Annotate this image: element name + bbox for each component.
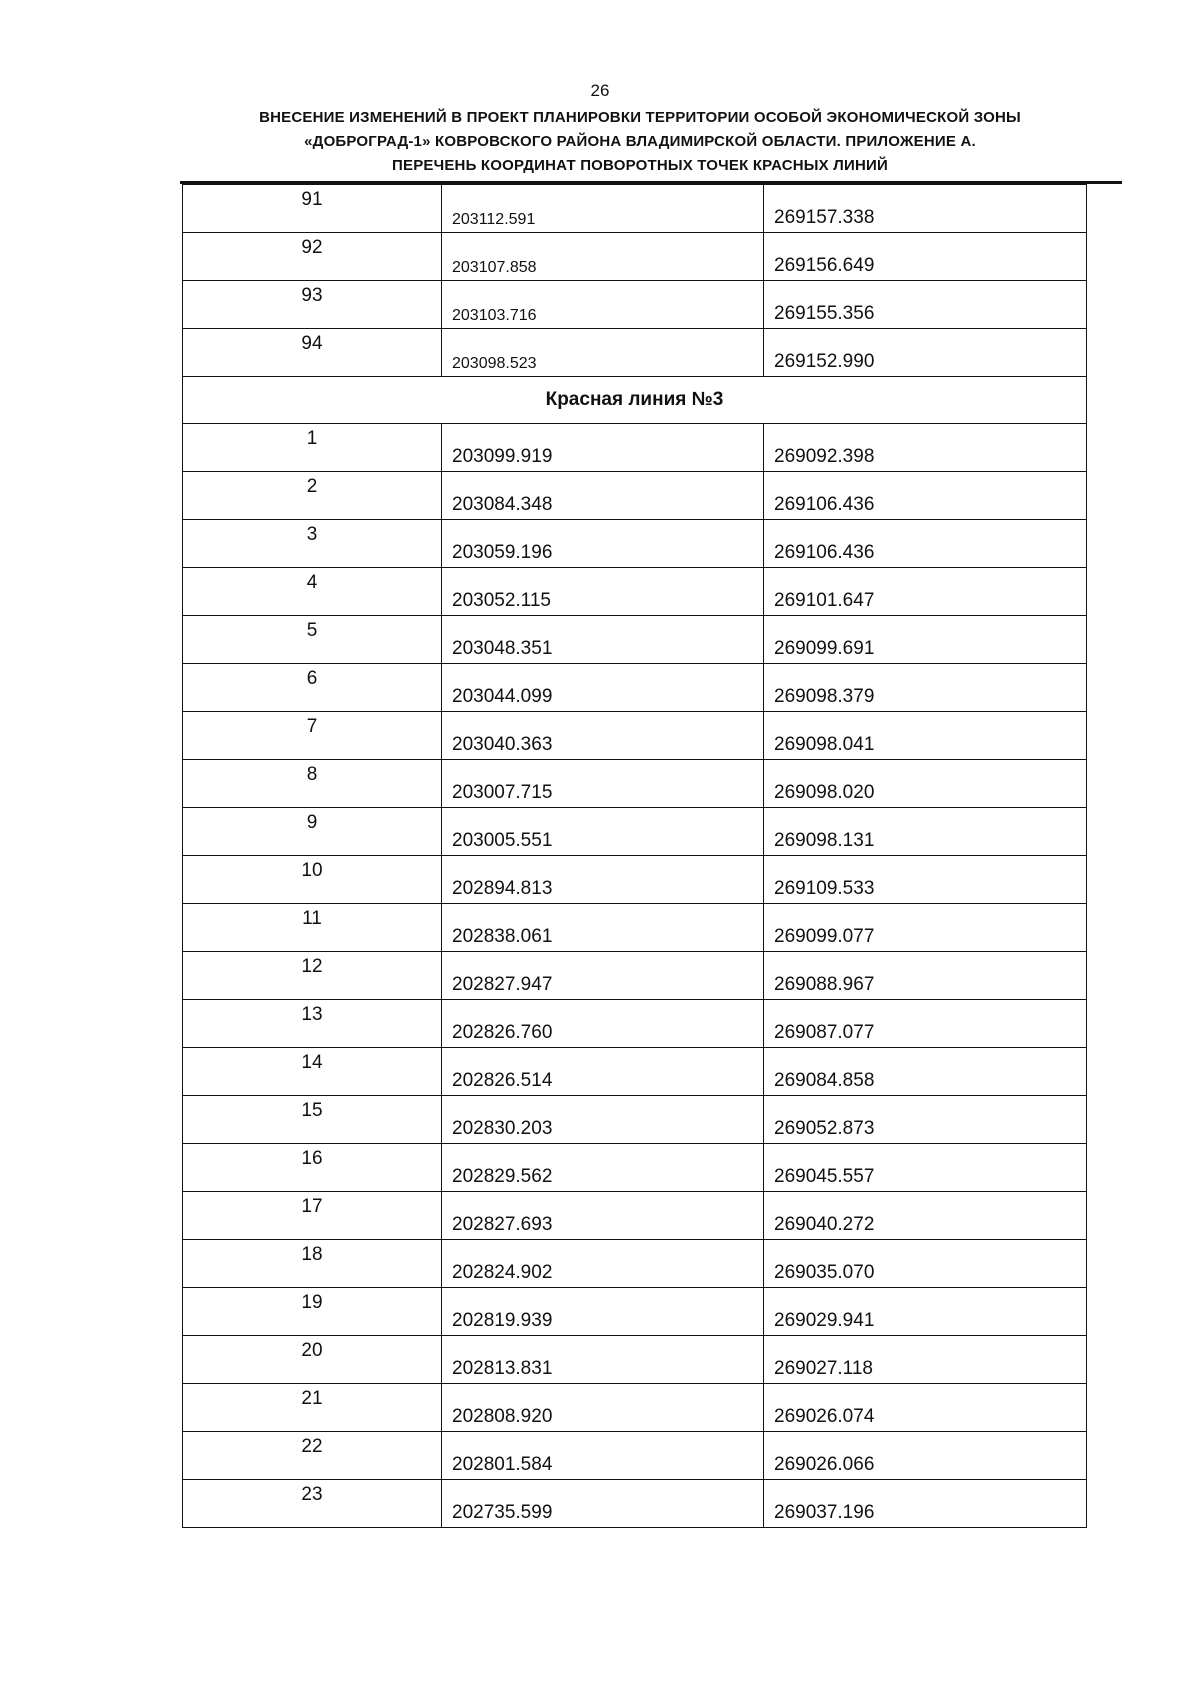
table-row — [183, 185, 1087, 233]
x-coordinate-cell — [442, 664, 764, 712]
table-section — [183, 377, 1087, 424]
y-coordinate-cell — [764, 1384, 1087, 1432]
x-coordinate-cell — [442, 1144, 764, 1192]
point-number-value: 91 — [301, 189, 323, 210]
x-coordinate-cell — [442, 281, 764, 329]
x-coordinate-value: 203007.715 — [452, 782, 553, 803]
x-coordinate-cell — [442, 472, 764, 520]
y-coordinate-cell — [764, 1432, 1087, 1480]
x-coordinate-cell — [442, 808, 764, 856]
point-number-value: 4 — [306, 572, 318, 593]
y-coordinate-cell — [764, 856, 1087, 904]
x-coordinate-value: 203052.115 — [452, 590, 551, 611]
point-number-cell — [183, 904, 442, 952]
header-line-2: «ДОБРОГРАД-1» КОВРОВСКОГО РАЙОНА ВЛАДИМИРСКОЙ ОБЛАСТИ. ПРИЛОЖЕНИЕ А. — [304, 133, 976, 150]
table-row — [183, 424, 1087, 472]
x-coordinate-value: 203098.523 — [452, 355, 537, 372]
x-coordinate-cell — [442, 1336, 764, 1384]
page-number: 26 — [590, 81, 610, 100]
point-number-cell — [183, 1048, 442, 1096]
x-coordinate-cell — [442, 1240, 764, 1288]
x-coordinate-cell — [442, 760, 764, 808]
x-coordinate-cell — [442, 1432, 764, 1480]
point-number-cell — [183, 1288, 442, 1336]
y-coordinate-value: 269092.398 — [774, 446, 875, 467]
x-coordinate-value: 203048.351 — [452, 638, 553, 659]
y-coordinate-cell — [764, 1096, 1087, 1144]
point-number-value: 11 — [302, 908, 322, 929]
y-coordinate-cell — [764, 1048, 1087, 1096]
y-coordinate-cell — [764, 1000, 1087, 1048]
point-number-value: 14 — [301, 1052, 323, 1073]
y-coordinate-cell — [764, 1192, 1087, 1240]
table-row — [183, 1240, 1087, 1288]
x-coordinate-cell — [442, 568, 764, 616]
y-coordinate-cell — [764, 424, 1087, 472]
table-row — [183, 664, 1087, 712]
point-number-cell — [183, 616, 442, 664]
y-coordinate-cell — [764, 1144, 1087, 1192]
table-row — [183, 712, 1087, 760]
point-number-value: 5 — [306, 620, 318, 641]
point-number-value: 6 — [306, 668, 318, 689]
point-number-value: 9 — [306, 812, 318, 833]
point-number-cell — [183, 185, 442, 233]
y-coordinate-cell — [764, 329, 1087, 377]
x-coordinate-value: 202827.693 — [452, 1214, 553, 1235]
y-coordinate-cell — [764, 1480, 1087, 1528]
table-row — [183, 1384, 1087, 1432]
table-row — [183, 904, 1087, 952]
table-row — [183, 1480, 1087, 1528]
y-coordinate-value: 269098.131 — [774, 830, 875, 851]
table-body-after — [183, 424, 1087, 1528]
point-number-cell — [183, 329, 442, 377]
x-coordinate-cell — [442, 185, 764, 233]
table-row — [183, 1288, 1087, 1336]
table-row — [183, 233, 1087, 281]
y-coordinate-value: 269157.338 — [774, 207, 875, 228]
y-coordinate-value: 269084.858 — [774, 1070, 875, 1091]
table-row — [183, 472, 1087, 520]
point-number-value: 8 — [306, 764, 318, 785]
point-number-value: 1 — [306, 428, 318, 449]
point-number-cell — [183, 1432, 442, 1480]
point-number-cell — [183, 760, 442, 808]
point-number-cell — [183, 281, 442, 329]
x-coordinate-value: 202829.562 — [452, 1166, 553, 1187]
y-coordinate-cell — [764, 664, 1087, 712]
x-coordinate-value: 202830.203 — [452, 1118, 553, 1139]
x-coordinate-cell — [442, 712, 764, 760]
point-number-value: 20 — [301, 1340, 323, 1361]
section-title: Красная линия №3 — [183, 377, 1087, 424]
y-coordinate-value: 269106.436 — [774, 542, 875, 563]
header-line-3: ПЕРЕЧЕНЬ КООРДИНАТ ПОВОРОТНЫХ ТОЧЕК КРАСНЫХ ЛИНИЙ — [392, 157, 888, 174]
x-coordinate-value: 203084.348 — [452, 494, 553, 515]
x-coordinate-cell — [442, 1000, 764, 1048]
y-coordinate-value: 269099.077 — [774, 926, 875, 947]
section-row — [183, 377, 1087, 424]
y-coordinate-value: 269088.967 — [774, 974, 875, 995]
y-coordinate-cell — [764, 904, 1087, 952]
y-coordinate-value: 269040.272 — [774, 1214, 875, 1235]
y-coordinate-value: 269052.873 — [774, 1118, 875, 1139]
table-row — [183, 616, 1087, 664]
point-number-value: 21 — [301, 1388, 323, 1409]
y-coordinate-cell — [764, 1336, 1087, 1384]
x-coordinate-cell — [442, 424, 764, 472]
y-coordinate-value: 269152.990 — [774, 351, 875, 372]
y-coordinate-cell — [764, 568, 1087, 616]
x-coordinate-cell — [442, 1480, 764, 1528]
x-coordinate-value: 202801.584 — [452, 1454, 553, 1475]
point-number-cell — [183, 424, 442, 472]
x-coordinate-value: 203107.858 — [452, 259, 537, 276]
y-coordinate-cell — [764, 712, 1087, 760]
x-coordinate-value: 202735.599 — [452, 1502, 553, 1523]
y-coordinate-cell — [764, 1240, 1087, 1288]
x-coordinate-value: 202838.061 — [452, 926, 553, 947]
x-coordinate-cell — [442, 904, 764, 952]
y-coordinate-value: 269109.533 — [774, 878, 875, 899]
document-header — [180, 106, 1100, 178]
point-number-cell — [183, 664, 442, 712]
x-coordinate-cell — [442, 616, 764, 664]
y-coordinate-value: 269106.436 — [774, 494, 875, 515]
point-number-value: 7 — [306, 716, 318, 737]
y-coordinate-value: 269098.379 — [774, 686, 875, 707]
point-number-value: 94 — [301, 333, 323, 354]
point-number-value: 2 — [306, 476, 318, 497]
y-coordinate-value: 269101.647 — [774, 590, 875, 611]
y-coordinate-cell — [764, 616, 1087, 664]
y-coordinate-cell — [764, 952, 1087, 1000]
x-coordinate-value: 203044.099 — [452, 686, 553, 707]
y-coordinate-value: 269099.691 — [774, 638, 875, 659]
table-row — [183, 1336, 1087, 1384]
table-body-before — [183, 185, 1087, 377]
y-coordinate-cell — [764, 281, 1087, 329]
x-coordinate-value: 202826.514 — [452, 1070, 553, 1091]
x-coordinate-cell — [442, 520, 764, 568]
point-number-cell — [183, 1480, 442, 1528]
x-coordinate-cell — [442, 856, 764, 904]
y-coordinate-value: 269026.074 — [774, 1406, 875, 1427]
x-coordinate-value: 202819.939 — [452, 1310, 553, 1331]
point-number-cell — [183, 1144, 442, 1192]
y-coordinate-value: 269045.557 — [774, 1166, 875, 1187]
table-row — [183, 1096, 1087, 1144]
table-row — [183, 520, 1087, 568]
y-coordinate-value: 269026.066 — [774, 1454, 875, 1475]
y-coordinate-cell — [764, 520, 1087, 568]
x-coordinate-value: 203005.551 — [452, 830, 553, 851]
point-number-value: 10 — [301, 860, 323, 881]
y-coordinate-value: 269029.941 — [774, 1310, 875, 1331]
x-coordinate-value: 203099.919 — [452, 446, 553, 467]
point-number-cell — [183, 233, 442, 281]
point-number-value: 18 — [301, 1244, 323, 1265]
x-coordinate-value: 202824.902 — [452, 1262, 553, 1283]
point-number-cell — [183, 1240, 442, 1288]
y-coordinate-value: 269027.118 — [774, 1358, 873, 1379]
x-coordinate-cell — [442, 1048, 764, 1096]
x-coordinate-cell — [442, 952, 764, 1000]
point-number-value: 19 — [301, 1292, 323, 1313]
y-coordinate-cell — [764, 1288, 1087, 1336]
point-number-value: 16 — [301, 1148, 323, 1169]
table-row — [183, 1192, 1087, 1240]
y-coordinate-value: 269156.649 — [774, 255, 875, 276]
point-number-value: 92 — [301, 237, 323, 258]
point-number-value: 13 — [301, 1004, 323, 1025]
point-number-cell — [183, 568, 442, 616]
point-number-value: 17 — [301, 1196, 323, 1217]
x-coordinate-value: 203040.363 — [452, 734, 553, 755]
x-coordinate-cell — [442, 1192, 764, 1240]
table-row — [183, 952, 1087, 1000]
x-coordinate-cell — [442, 329, 764, 377]
x-coordinate-value: 202827.947 — [452, 974, 553, 995]
x-coordinate-value: 202826.760 — [452, 1022, 553, 1043]
y-coordinate-value: 269037.196 — [774, 1502, 875, 1523]
header-line-1: ВНЕСЕНИЕ ИЗМЕНЕНИЙ В ПРОЕКТ ПЛАНИРОВКИ ТЕРРИТОРИИ ОСОБОЙ ЭКОНОМИЧЕСКОЙ ЗОНЫ — [259, 109, 1021, 126]
table-row — [183, 808, 1087, 856]
point-number-value: 3 — [306, 524, 318, 545]
x-coordinate-cell — [442, 1384, 764, 1432]
x-coordinate-value: 203103.716 — [452, 307, 537, 324]
table-row — [183, 760, 1087, 808]
point-number-cell — [183, 712, 442, 760]
table-row — [183, 1048, 1087, 1096]
x-coordinate-value: 203112.591 — [452, 211, 536, 228]
x-coordinate-cell — [442, 233, 764, 281]
x-coordinate-value: 202808.920 — [452, 1406, 553, 1427]
x-coordinate-cell — [442, 1288, 764, 1336]
point-number-cell — [183, 952, 442, 1000]
x-coordinate-value: 202813.831 — [452, 1358, 553, 1379]
y-coordinate-value: 269098.020 — [774, 782, 875, 803]
table-row — [183, 1432, 1087, 1480]
table-row — [183, 1000, 1087, 1048]
table-row — [183, 568, 1087, 616]
y-coordinate-cell — [764, 472, 1087, 520]
point-number-cell — [183, 856, 442, 904]
point-number-cell — [183, 808, 442, 856]
y-coordinate-value: 269155.356 — [774, 303, 875, 324]
y-coordinate-cell — [764, 185, 1087, 233]
point-number-value: 12 — [301, 956, 323, 977]
x-coordinate-value: 203059.196 — [452, 542, 553, 563]
point-number-cell — [183, 520, 442, 568]
point-number-cell — [183, 1192, 442, 1240]
x-coordinate-value: 202894.813 — [452, 878, 553, 899]
point-number-cell — [183, 1096, 442, 1144]
table-row — [183, 856, 1087, 904]
point-number-cell — [183, 472, 442, 520]
point-number-value: 22 — [301, 1436, 323, 1457]
point-number-cell — [183, 1000, 442, 1048]
point-number-value: 15 — [301, 1100, 323, 1121]
y-coordinate-cell — [764, 760, 1087, 808]
y-coordinate-cell — [764, 233, 1087, 281]
y-coordinate-value: 269098.041 — [774, 734, 875, 755]
coordinates-table — [182, 184, 1087, 1528]
table-row — [183, 329, 1087, 377]
y-coordinate-value: 269087.077 — [774, 1022, 875, 1043]
point-number-value: 23 — [301, 1484, 323, 1505]
point-number-cell — [183, 1384, 442, 1432]
x-coordinate-cell — [442, 1096, 764, 1144]
table-row — [183, 281, 1087, 329]
table-row — [183, 1144, 1087, 1192]
point-number-value: 93 — [301, 285, 323, 306]
point-number-cell — [183, 1336, 442, 1384]
y-coordinate-value: 269035.070 — [774, 1262, 875, 1283]
y-coordinate-cell — [764, 808, 1087, 856]
